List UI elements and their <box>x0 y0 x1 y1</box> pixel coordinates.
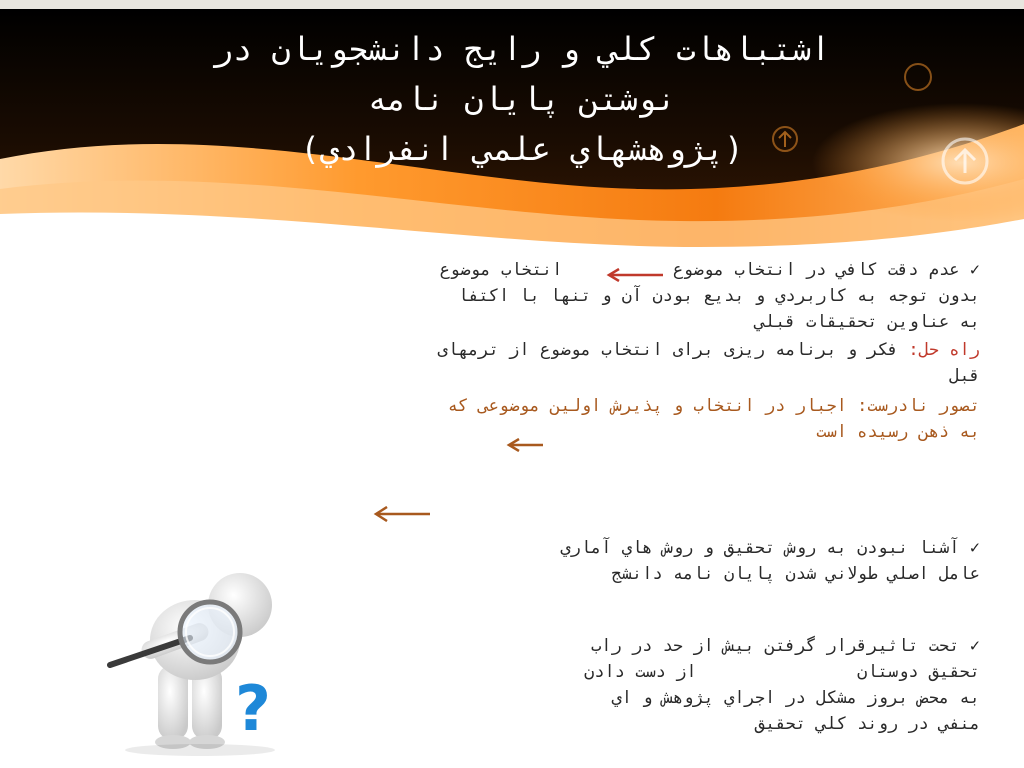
bullet-1-line-3: به عناوين تحقيقات قبلي <box>754 312 980 332</box>
bullet-3-line-3: به محض بروز مشكل در اجراي پژوهش و اي <box>611 688 980 708</box>
question-mark-icon <box>235 672 271 745</box>
top-strip <box>0 0 1024 9</box>
bullet-3-line-2: تحقيق دوستان از دست دادن <box>584 662 980 682</box>
solution-line: راه حل: فكر و برنامه ريزی برای انتخاب موضوع از ترمهای <box>437 340 980 360</box>
bullet-3-line-4: منفي در روند كلي تحقيق <box>754 714 980 734</box>
bullet-1-line-2: بدون توجه به كاربردي و بديع بودن آن و تنها با اكتفا <box>458 286 980 306</box>
page-title <box>40 24 1004 174</box>
magnifier-figure-illustration <box>100 570 300 760</box>
solution-line-2: قبل <box>949 366 980 386</box>
left-arrow-icon <box>605 268 665 282</box>
check-icon: ✓ <box>969 538 980 558</box>
check-icon: ✓ <box>969 636 980 656</box>
misconception-line: تصور نادرست: اجبار در انتخاب و پذيرش اولين موضوعی كه <box>447 396 980 416</box>
bullet-1-line-1: ✓ عدم دقت كافي در انتخاب موضوع انتخاب موضوع <box>439 260 980 280</box>
bullet-3-line-1: ✓ تحت تاثيرقرار گرفتن بيش از حد در راب <box>591 636 980 656</box>
title-line-2: نوشتن پايان نامه <box>367 80 677 118</box>
left-arrow-icon <box>505 438 545 452</box>
title-line-3: (پژوهشهاي علمي انفرادي) <box>300 130 744 168</box>
misconception-line-2: به ذهن رسيده است <box>816 422 980 442</box>
title-line-1: اشتباهات كلي و رايج دانشجويان در <box>213 30 831 68</box>
bullet-2-line-2: عامل اصلي طولاني شدن پايان نامه دانشج <box>611 564 980 584</box>
svg-text:?: ? <box>235 672 271 745</box>
left-arrow-icon <box>372 506 432 522</box>
check-icon: ✓ <box>969 260 980 280</box>
misconception-label: تصور نادرست: <box>857 396 980 416</box>
solution-label: راه حل: <box>908 340 980 360</box>
bullet-2-line-1: ✓ آشنا نبودن به روش تحقيق و روش هاي آماري <box>560 538 980 558</box>
